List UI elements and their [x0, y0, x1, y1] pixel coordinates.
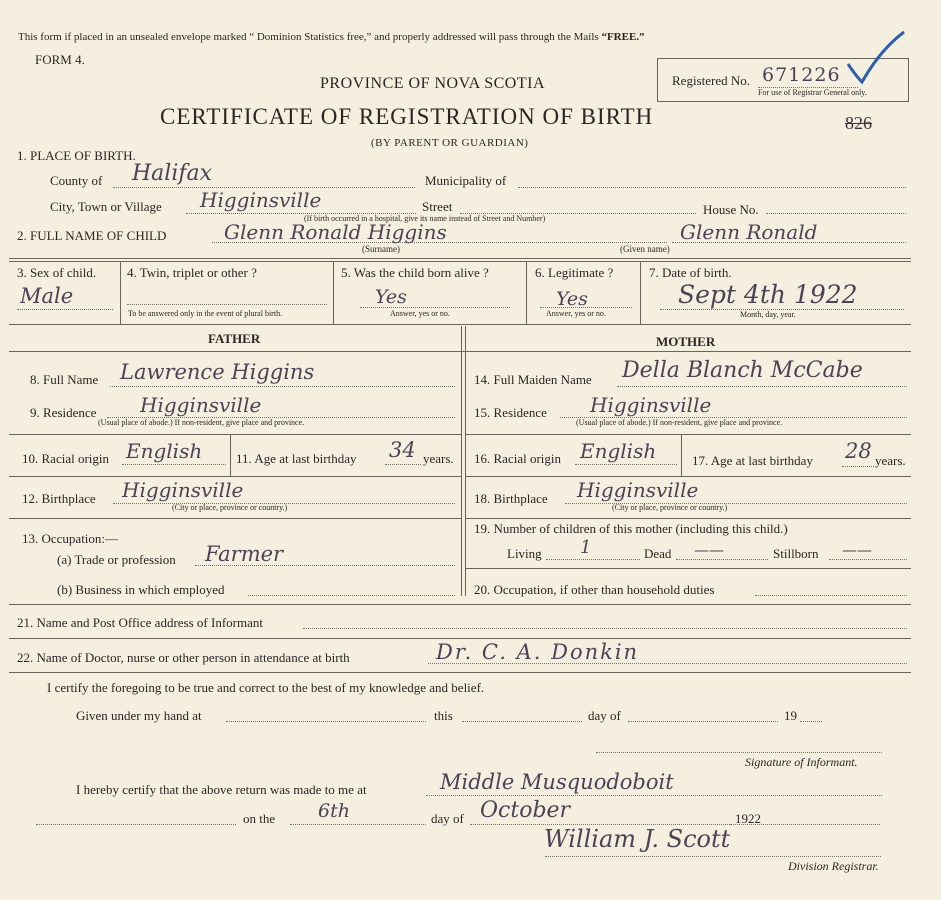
- free-label: “FREE.”: [601, 31, 645, 43]
- municipality-label: Municipality of: [425, 173, 507, 188]
- born-alive-caption: Answer, yes or no.: [390, 309, 450, 318]
- side-number: 826: [845, 113, 872, 133]
- child-full-name: Glenn Ronald Higgins: [224, 220, 447, 244]
- doctor-value: Dr. C. A. Donkin: [436, 640, 640, 664]
- dead-label: Dead: [644, 546, 672, 561]
- county-value: Halifax: [132, 161, 213, 186]
- mother-racial-label: 16. Racial origin: [474, 451, 562, 466]
- page-subtitle: (BY PARENT OR GUARDIAN): [371, 137, 529, 149]
- this-label: this: [434, 708, 453, 723]
- mother-birthplace-label: 18. Birthplace: [474, 491, 548, 506]
- twin-note: To be answered only in the event of plural birth.: [128, 309, 283, 318]
- mother-residence-note: (Usual place of abode.) If non-resident, give place and province.: [576, 418, 783, 427]
- registered-number: 671226: [762, 64, 841, 86]
- on-the-label: on the: [243, 811, 276, 826]
- mailing-notice: [18, 32, 645, 43]
- father-residence-note: (Usual place of abode.) If non-resident, give place and province.: [98, 418, 305, 427]
- mother-residence-label: 15. Residence: [474, 405, 547, 420]
- legitimate-label: 6. Legitimate ?: [535, 265, 614, 280]
- mother-age-value: 28: [845, 439, 872, 463]
- stillborn-label: Stillborn: [773, 546, 819, 561]
- county-label: County of: [50, 173, 103, 188]
- informant-label: 21. Name and Post Office address of Informant: [17, 615, 263, 630]
- child-name-label: 2. FULL NAME OF CHILD: [17, 228, 167, 243]
- registrar-signature: William J. Scott: [544, 825, 731, 853]
- living-label: Living: [507, 546, 542, 561]
- form-number: FORM 4.: [35, 52, 85, 67]
- mother-birthplace-value: Higginsville: [577, 478, 699, 502]
- father-age-label: 11. Age at last birthday: [236, 451, 357, 466]
- child-given-name: Glenn Ronald: [680, 220, 818, 244]
- father-heading: FATHER: [208, 331, 261, 346]
- mother-occupation-label: 20. Occupation, if other than household duties: [474, 582, 715, 597]
- province-heading: PROVINCE OF NOVA SCOTIA: [320, 75, 546, 92]
- city-value: Higginsville: [200, 188, 322, 212]
- children-label: 19. Number of children of this mother (including this child.): [474, 521, 788, 536]
- mother-age-label: 17. Age at last birthday: [692, 453, 813, 468]
- mother-racial-value: English: [580, 439, 657, 463]
- signature-informant-caption: Signature of Informant.: [745, 755, 858, 769]
- mother-heading: MOTHER: [656, 334, 716, 349]
- mother-name-value: Della Blanch McCabe: [622, 358, 863, 383]
- house-no-label: House No.: [703, 202, 759, 217]
- father-birthplace-note: (City or place, province or country.): [172, 503, 288, 512]
- registrar-use-note: For use of Registrar General only.: [758, 88, 867, 97]
- father-age-value: 34: [389, 438, 416, 462]
- occupation-label: 13. Occupation:—: [22, 531, 119, 546]
- trade-label: (a) Trade or profession: [57, 552, 176, 567]
- legitimate-value: Yes: [556, 288, 588, 310]
- city-label: City, Town or Village: [50, 199, 162, 214]
- certify-statement: I certify the foregoing to be true and correct to the best of my knowledge and belief.: [47, 680, 485, 695]
- month-value: October: [480, 798, 571, 823]
- father-birthplace-value: Higginsville: [122, 478, 244, 502]
- check-mark-icon: [840, 28, 910, 88]
- day-of-label-2: day of: [431, 811, 464, 826]
- father-racial-label: 10. Racial origin: [22, 451, 110, 466]
- given-name-caption: (Given name): [620, 244, 670, 254]
- place-of-birth-label: 1. PLACE OF BIRTH.: [17, 148, 136, 163]
- on-the-value: 6th: [318, 800, 350, 822]
- father-birthplace-label: 12. Birthplace: [22, 491, 96, 506]
- stillborn-value: ——: [842, 541, 872, 559]
- hospital-note: (If birth occurred in a hospital, give its name instead of Street and Number): [304, 214, 546, 223]
- father-name-label: 8. Full Name: [30, 372, 99, 387]
- sex-label: 3. Sex of child.: [17, 265, 97, 280]
- date-of-birth-caption: Month, day, year.: [740, 310, 796, 319]
- trade-value: Farmer: [205, 542, 284, 566]
- father-residence-label: 9. Residence: [30, 405, 97, 420]
- born-alive-label: 5. Was the child born alive ?: [341, 265, 489, 280]
- father-name-value: Lawrence Higgins: [120, 360, 315, 384]
- dead-value: ——: [694, 541, 724, 559]
- father-residence-value: Higginsville: [140, 393, 262, 417]
- given-under-hand-label: Given under my hand at: [76, 708, 202, 723]
- living-value: 1: [580, 537, 592, 558]
- mother-residence-value: Higginsville: [590, 393, 712, 417]
- doctor-label: 22. Name of Doctor, nurse or other person in attendance at birth: [17, 650, 350, 665]
- date-of-birth-label: 7. Date of birth.: [649, 265, 732, 280]
- mother-age-years: years.: [875, 453, 906, 468]
- sex-value: Male: [20, 284, 74, 308]
- year-value: 1922: [735, 811, 761, 826]
- legitimate-caption: Answer, yes or no.: [546, 309, 606, 318]
- page-title: CERTIFICATE OF REGISTRATION OF BIRTH: [160, 104, 654, 129]
- return-place: Middle Musquodoboit: [440, 770, 674, 794]
- return-statement: I hereby certify that the above return was made to me at: [76, 782, 367, 797]
- born-alive-value: Yes: [375, 286, 407, 308]
- twin-label: 4. Twin, triplet or other ?: [127, 265, 257, 280]
- father-racial-value: English: [126, 439, 203, 463]
- street-label: Street: [422, 199, 453, 214]
- mailing-notice-text: This form if placed in an unsealed envelope marked “ Dominion Statistics free,” and properly addressed will pass through the Mails: [18, 31, 602, 43]
- surname-caption: (Surname): [362, 244, 400, 254]
- date-of-birth-value: Sept 4th 1922: [678, 280, 858, 309]
- mother-name-label: 14. Full Maiden Name: [474, 372, 592, 387]
- division-registrar-caption: Division Registrar.: [788, 859, 879, 873]
- year-prefix: 19: [784, 708, 797, 723]
- mother-birthplace-note: (City or place, province or country.): [612, 503, 728, 512]
- day-of-label: day of: [588, 708, 621, 723]
- father-age-years: years.: [423, 451, 454, 466]
- registered-label: Registered No.: [672, 73, 750, 88]
- business-label: (b) Business in which employed: [57, 582, 225, 597]
